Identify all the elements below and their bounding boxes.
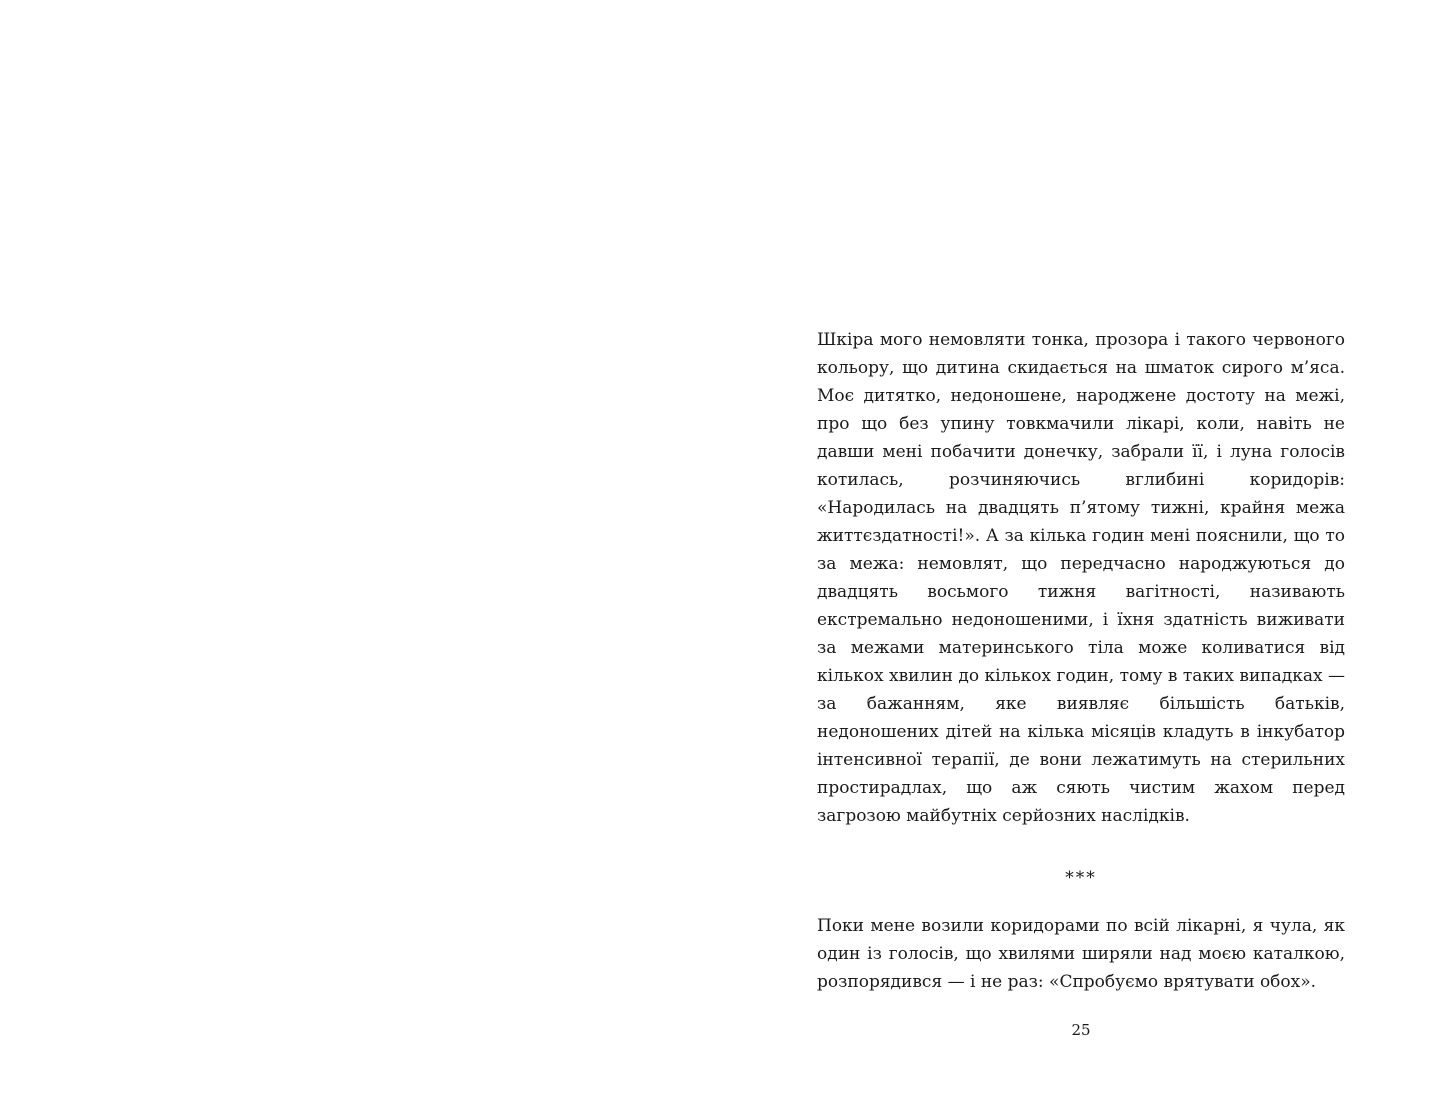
section-separator: *** [1065,868,1097,888]
page-number: 25 [1071,1021,1091,1039]
paragraph-2: Поки мене возили коридорами по всій лікарні, я чула, як один із голосів, що хвилями ширяли над моєю каталкою, розпорядився — і не раз: «Спробуємо врятувати обох». [817,916,1345,992]
right-page [722,0,1445,1112]
left-page-blank [0,0,722,1112]
body-text [817,326,1345,996]
paragraph-1: Шкіра мого немовляти тонка, прозора і такого червоного кольору, що дитина скидається на шматок сирого м’яса. Моє дитятко, недоношене, народжене достоту на межі, про що без упину товкмачили лікарі, коли, навіть не давши мені побачити донечку, забрали її, і луна голосів котилась, розчиняючись вглибині коридорів: «Народилась на двадцять п’ятому тижні, крайня межа життєздатності!». А за кілька годин мені пояснили, що то за межа: немовлят, що передчасно народжуються до двадцять восьмого тижня вагітності, називають екстремально недоношеними, і їхня здатність виживати за межами материнського тіла може коливатися від кількох хвилин до кількох годин, тому в таких випадках — за бажанням, яке виявляє більшість батьків, недоношених дітей на кілька місяців кладуть в інкубатор інтенсивної терапії, де вони лежатимуть на стерильних простирадлах, що аж сяють чистим жахом перед загрозою майбутніх серйозних наслідків. [817,330,1345,826]
